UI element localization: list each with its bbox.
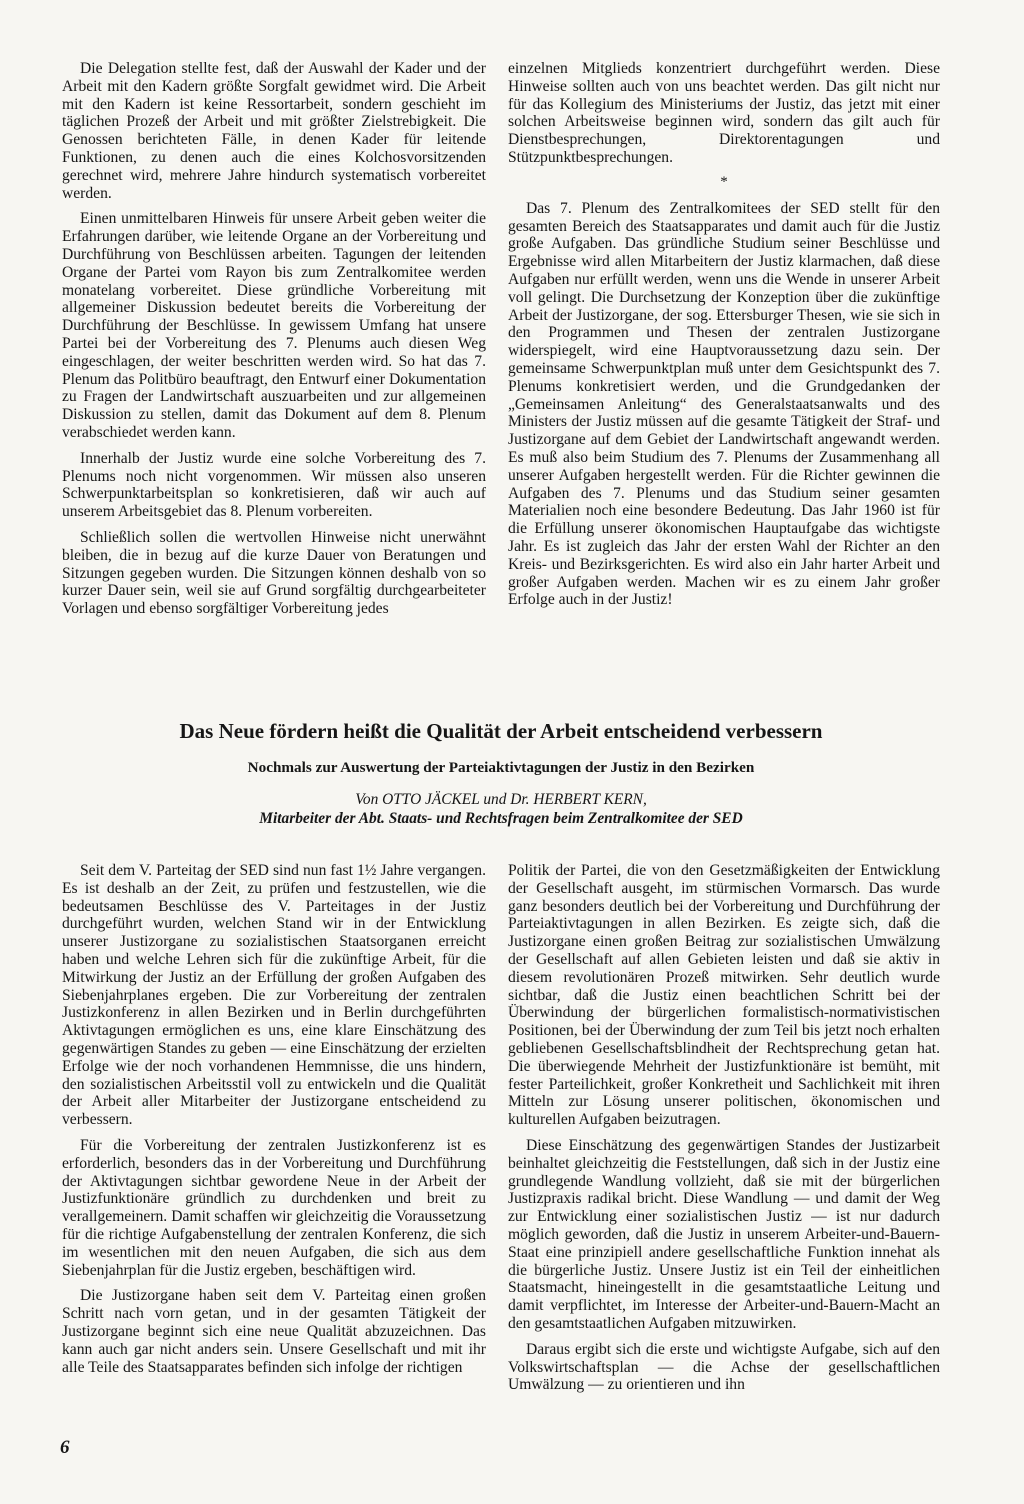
page-number: 6 [60, 1437, 70, 1458]
paragraph: Die Justizorgane haben seit dem V. Parteitag einen großen Schritt nach vorn getan, und in der gesamten Tätigkeit der Justizorgane beginnt sich eine neue Qualität abzuzeichnen. Das kann auch gar nicht anders sein. Unsere Gesellschaft und mit ihr alle Teile des Staatsapparates befinden sich infolge der richtigen [62, 1287, 486, 1376]
byline-affiliation: Mitarbeiter der Abt. Staats- und Rechtsfragen beim Zentralkomitee der SED [259, 810, 743, 827]
paragraph: Seit dem V. Parteitag der SED sind nun fast 1½ Jahre vergangen. Es ist deshalb an der Zeit, zu prüfen und festzustellen, wie die bedeutsamen Beschlüsse des V. Parteitages in der Justiz durchgeführt wurden, welchen Stand wir in der Entwicklung unserer Justizorgane zu sozialistischen Staatsorganen erreicht haben und welche Lehren sich für die zukünftige Arbeit, für die Mitwirkung der Justiz an der Erfüllung der großen Aufgaben des Siebenjahrplanes ergeben. Die zur Vorbereitung der zentralen Justizkonferenz in allen Bezirken und in Berlin durchgeführten Aktivtagungen ermöglichen es uns, eine klare Einschätzung des gegenwärtigen Standes zu geben — eine Einschätzung der erzielten Erfolge wie der noch vorhandenen Hemmnisse, die uns hindern, den sozialistischen Arbeitsstil voll zu entwickeln und die Qualität der Arbeit aller Mitarbeiter der Justizorgane entscheidend zu verbessern. [62, 862, 486, 1129]
byline-authors: Von OTTO JÄCKEL und Dr. HERBERT KERN, [355, 791, 647, 808]
paragraph: Schließlich sollen die wertvollen Hinweise nicht unerwähnt bleiben, die in bezug auf die kurze Dauer von Beratungen und Sitzungen gegeben wurden. Die Sitzungen können deshalb von so kurzer Dauer sein, weil sie auf Grund sorgfältig durchgearbeiteter Vorlagen und ebenso sorgfältiger Vorbereitung jedes [62, 528, 486, 618]
paragraph-continuation: Politik der Partei, die von den Gesetzmäßigkeiten der Entwicklung der Gesellschaft ausgeht, im stürmischen Vormarsch. Das wurde ganz besonders deutlich bei der Vorbereitung und Durchführung der Parteiaktivtagungen in allen Bezirken. Es zeigte sich, daß die Justizorgane einen großen Beitrag zur sozialistischen Umwälzung der Gesellschaft auf allen Gebieten leisten und daß sie aktiv in diesem revolutionären Prozeß mitwirken. Sehr deutlich wurde sichtbar, daß die Justiz einen beachtlichen Schritt bei der Überwindung der bürgerlichen formalistisch-normativistischen Positionen, bei der Überwindung der zum Teil bis jetzt noch erhalten gebliebenen Gesellschaftsblindheit der Rechtsprechung getan hat. Die überwiegende Mehrheit der Justizfunktionäre ist bemüht, mit fester Parteilichkeit, großer Konkretheit und Sachlichkeit mit ihren Mitteln zur Lösung unserer politischen, ökonomischen und kulturellen Aufgaben beizutragen. [508, 862, 940, 1129]
article-byline [62, 790, 940, 828]
bottom-left-column [62, 862, 486, 1384]
top-left-column [62, 60, 486, 626]
paragraph: Für die Vorbereitung der zentralen Justizkonferenz ist es erforderlich, besonders das in der Vorbereitung und Durchführung der Aktivtagungen sichtbar gewordene Neue in der Arbeit der Justizfunktionäre gründlich zu durchdenken und breit zu verallgemeinern. Damit schaffen wir gleichzeitig die Voraussetzung für die richtige Aufgabenstellung der zentralen Konferenz, die sich im wesentlichen mit den neuen Aufgaben, die sich aus dem Siebenjahrplan für die Justiz ergeben, beschäftigen wird. [62, 1136, 486, 1279]
paragraph: Die Delegation stellte fest, daß der Auswahl der Kader und der Arbeit mit den Kadern größte Sorgfalt gewidmet wird. Die Arbeit mit den Kadern ist keine Ressortarbeit, sondern geschieht im täglichen Prozeß der Arbeit und mit größter Zielstrebigkeit. Die Genossen berichteten Fälle, in denen Kader für leitende Funktionen, zu denen auch die eines Kolchosvorsitzenden gerechnet wird, mehrere Jahre hindurch systematisch vorbereitet werden. [62, 60, 486, 202]
top-right-column [508, 60, 940, 617]
paragraph: Daraus ergibt sich die erste und wichtigste Aufgabe, sich auf den Volkswirtschaftsplan — die Achse der gesellschaftlichen Umwälzung — zu orientieren und ihn [508, 1340, 940, 1394]
paragraph: Einen unmittelbaren Hinweis für unsere Arbeit geben weiter die Erfahrungen darüber, wie leitende Organe an der Vorbereitung und Durchführung von Beschlüssen arbeiten. Tagungen der leitenden Organe der Partei vom Rayon bis zum Zentralkomitee werden monatelang vorbereitet. Diese gründliche Vorbereitung mit allgemeiner Diskussion bedeutet bereits die Vorbereitung der Durchführung der Beschlüsse. In gewissem Umfang hat unsere Partei bei der Vorbereitung des 7. Plenums auch diesen Weg eingeschlagen, der weiter beschritten werden wird. So hat das 7. Plenum das Politbüro beauftragt, den Entwurf einer Dokumentation zu Fragen der Landwirtschaft auszuarbeiten und zur allgemeinen Diskussion zu stellen, damit das Dokument auf dem 8. Plenum verabschiedet werden kann. [62, 210, 486, 441]
section-separator: * [720, 173, 728, 190]
article-subheadline: Nochmals zur Auswertung der Parteiaktivtagungen der Justiz in den Bezirken [247, 759, 755, 776]
paragraph: Das 7. Plenum des Zentralkomitees der SED stellt für den gesamten Bereich des Staatsapparates und damit auch für die Justiz große Aufgaben. Das gründliche Studium seiner Beschlüsse und Ergebnisse wird allen Mitarbeitern der Justiz klarmachen, daß diese Aufgaben nur erfüllt werden, wenn uns die Wende in unserer Arbeit voll gelingt. Die Durchsetzung der Konzeption über die zukünftige Arbeit der Justizorgane, der sog. Ettersburger Thesen, wie sie sich in den Programmen und Thesen der zentralen Justizorgane widerspiegelt, wird eine Hauptvoraussetzung dazu sein. Der gemeinsame Schwerpunktplan muß unter dem Gesichtspunkt des 7. Plenums konkretisiert werden, und die Grundgedanken der „Gemeinsamen Anleitung“ des Generalstaatsanwalts und des Ministers der Justiz müssen auf die gesamte Tätigkeit der Straf- und Justizorgane auf dem Gebiet der Landwirtschaft angewandt werden. Es muß also beim Studium des 7. Plenums der Zusammenhang all unserer Aufgaben hergestellt werden. Für die Richter gewinnen die Aufgaben des 7. Plenums und das Studium seiner gesamten Materialien noch eine besondere Bedeutung. Das Jahr 1960 ist für die Erfüllung unserer ökonomischen Hauptaufgabe das wichtigste Jahr. Es ist zugleich das Jahr der ersten Wahl der Richter an den Kreis- und Bezirksgerichten. Es wird also ein Jahr harter Arbeit und großer Aufgaben werden. Machen wir es zu einem Jahr großer Erfolge auch in der Justiz! [508, 199, 940, 609]
paragraph-continuation: einzelnen Mitglieds konzentriert durchgeführt werden. Diese Hinweise sollten auch von uns beachtet werden. Das gilt nicht nur für das Kollegium des Ministeriums der Justiz, das jetzt mit einer solchen Arbeitsweise beginnen wird, sondern das gilt auch für Dienstbesprechungen, Direktorentagungen und Stützpunktbesprechungen. [508, 60, 940, 166]
article-headline: Das Neue fördern heißt die Qualität der Arbeit entscheidend verbessern [179, 719, 823, 743]
bottom-right-column [508, 862, 940, 1402]
paragraph: Innerhalb der Justiz wurde eine solche Vorbereitung des 7. Plenums noch nicht vorgenommen. Wir müssen also unseren Schwerpunktarbeitsplan so konkretisieren, daß wir auch auf unserem Arbeitsgebiet das 8. Plenum vorbereiten. [62, 449, 486, 521]
paragraph: Diese Einschätzung des gegenwärtigen Standes der Justizarbeit beinhaltet gleichzeitig die Feststellungen, daß sich in der Justiz eine grundlegende Wandlung vollzieht, daß sie mit der bürgerlichen Justizpraxis radikal bricht. Diese Wandlung — und damit der Weg zur Entwicklung einer sozialistischen Justiz — ist nur dadurch möglich geworden, daß die Justiz in unserem Arbeiter-und-Bauern-Staat eine prinzipiell andere gesellschaftliche Funktion innehat als die bürgerliche Justiz. Unsere Justiz ist ein Teil der einheitlichen Staatsmacht, hineingestellt in die gesamtstaatliche Leitung und damit verpflichtet, im Interesse der Arbeiter-und-Bauern-Macht an den gesamtstaatlichen Aufgaben mitzuwirken. [508, 1136, 940, 1332]
